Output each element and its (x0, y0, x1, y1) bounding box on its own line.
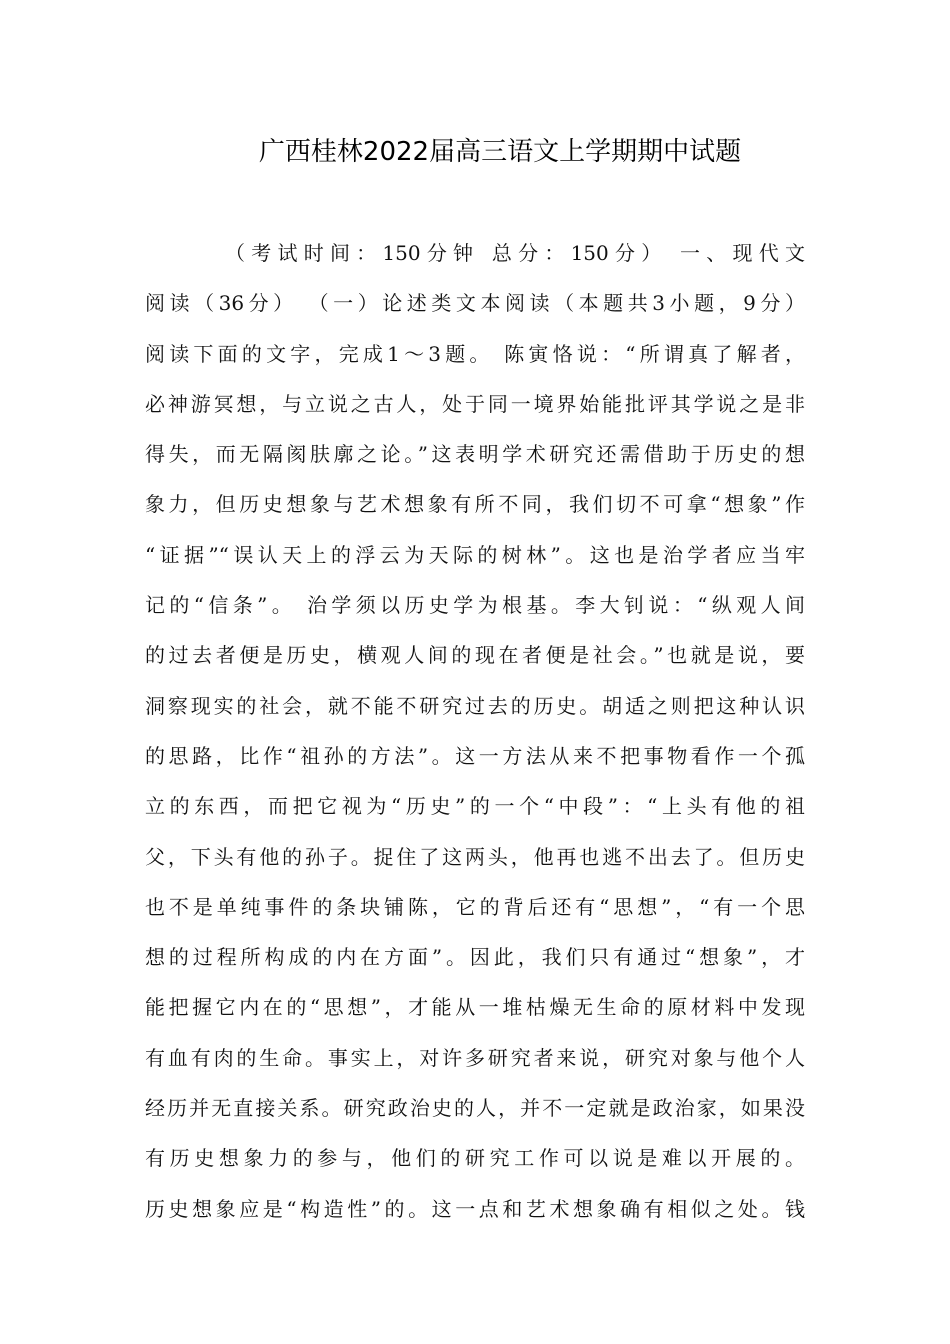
text-line: 的过去者便是历史，横观人间的现在者便是社会。”也就是说，要 (145, 643, 805, 668)
text-line: 经历并无直接关系。研究政治史的人，并不一定就是政治家，如果没 (145, 1096, 805, 1121)
text-line: 阅读下面的文字，完成1～3题。 陈寅恪说：“所谓真了解者， (145, 341, 805, 366)
text-line: 历史想象应是“构造性”的。这一点和艺术想象确有相似之处。钱 (145, 1196, 805, 1221)
page-title: 广西桂林2022届高三语文上学期期中试题 (258, 137, 742, 167)
text-line: 阅读（36分） （一）论述类文本阅读（本题共3小题，9分） (145, 291, 805, 316)
text-line: 必神游冥想，与立说之古人，处于同一境界始能批评其学说之是非 (145, 391, 805, 416)
text-line: 有血有肉的生命。事实上，对许多研究者来说，研究对象与他个人 (145, 1045, 805, 1070)
text-line: 象力，但历史想象与艺术想象有所不同，我们切不可拿“想象”作 (145, 492, 805, 517)
text-line: 的思路，比作“祖孙的方法”。这一方法从来不把事物看作一个孤 (145, 743, 805, 768)
text-line: 父，下头有他的孙子。捉住了这两头，他再也逃不出去了。但历史 (145, 844, 805, 869)
text-line: “证据”“误认天上的浮云为天际的树林”。这也是治学者应当牢 (145, 542, 805, 567)
body-text (145, 228, 805, 1234)
text-line: 记的“信条”。 治学须以历史学为根基。李大钊说：“纵观人间 (145, 593, 805, 618)
text-line: 立的东西，而把它视为“历史”的一个“中段”：“上头有他的祖 (145, 794, 805, 819)
text-line: 想的过程所构成的内在方面”。因此，我们只有通过“想象”，才 (145, 945, 805, 970)
text-line: 洞察现实的社会，就不能不研究过去的历史。胡适之则把这种认识 (145, 693, 805, 718)
text-line: （考试时间：150分钟 总分：150分） 一、现代文 (225, 241, 805, 265)
text-line: 得失，而无隔阂肤廓之论。”这表明学术研究还需借助于历史的想 (145, 442, 805, 467)
text-line: 也不是单纯事件的条块铺陈，它的背后还有“思想”，“有一个思 (145, 894, 805, 919)
text-line: 有历史想象力的参与，他们的研究工作可以说是难以开展的。 (145, 1146, 805, 1171)
text-line: 能把握它内在的“思想”，才能从一堆枯燥无生命的原材料中发现 (145, 995, 805, 1020)
